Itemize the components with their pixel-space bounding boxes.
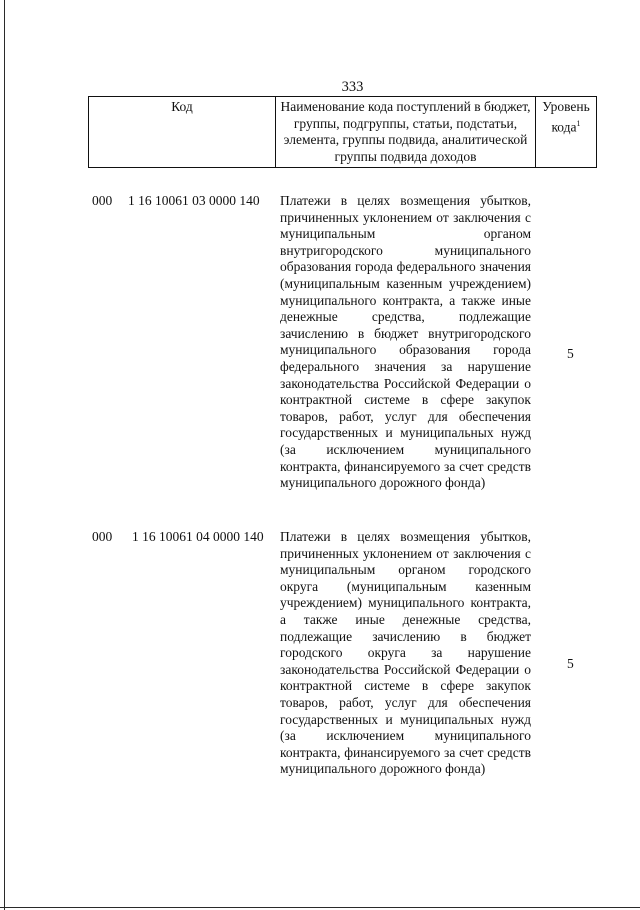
- row-prefix: 000: [92, 529, 113, 544]
- footnote-mark: 1: [576, 118, 581, 128]
- row-kbk: 1 16 10061 03 0000 140: [128, 193, 260, 208]
- row-name: Платежи в целях возмещения убытков, причиненных уклонением от заключения с муниципальным органом внутригородского муниципального образования города федерального значения (муниципальным казенным учреждением) муниципального контракта, а также иные денежные средства, подлежащие зачислению в бюджет внутригородского муниципального образования города федерального значения за нарушение законодательства Российской Федерации о контрактной системе в сфере закупок товаров, работ, услуг для обеспечения государственных и муниципальных нужд (за исключением муниципального контракта, финансируемого за счет средств муниципального дорожного фонда): [280, 193, 531, 491]
- row-kbk: 1 16 10061 04 0000 140: [132, 529, 264, 544]
- row-name: Платежи в целях возмещения убытков, причиненных уклонением от заключения с муниципальным органом городского округа (муниципальным казенным учреждением) муниципального контракта, а также иные денежные средства, подлежащие зачислению в бюджет городского округа за нарушение законодательства Российской Федерации о контрактной системе в сфере закупок товаров, работ, услуг для обеспечения государственных и муниципальных нужд (за исключением муниципального контракта, финансируемого за счет средств муниципального дорожного фонда): [280, 529, 531, 777]
- header-name: Наименование кода поступлений в бюджет, группы, подгруппы, статьи, подстатьи, элемента, группы подвида, аналитической группы подвида доходов: [276, 97, 536, 168]
- scan-edge-bottom: [0, 907, 640, 908]
- row-level: 5: [567, 656, 574, 671]
- header-code: Код: [89, 97, 276, 168]
- header-level: Уровень кода$^1$: [536, 97, 597, 168]
- page-number: 333: [341, 79, 364, 95]
- header-table: [88, 96, 597, 168]
- scan-edge-left: [4, 0, 5, 910]
- row-prefix: 000: [92, 193, 113, 208]
- row-level: 5: [567, 346, 574, 361]
